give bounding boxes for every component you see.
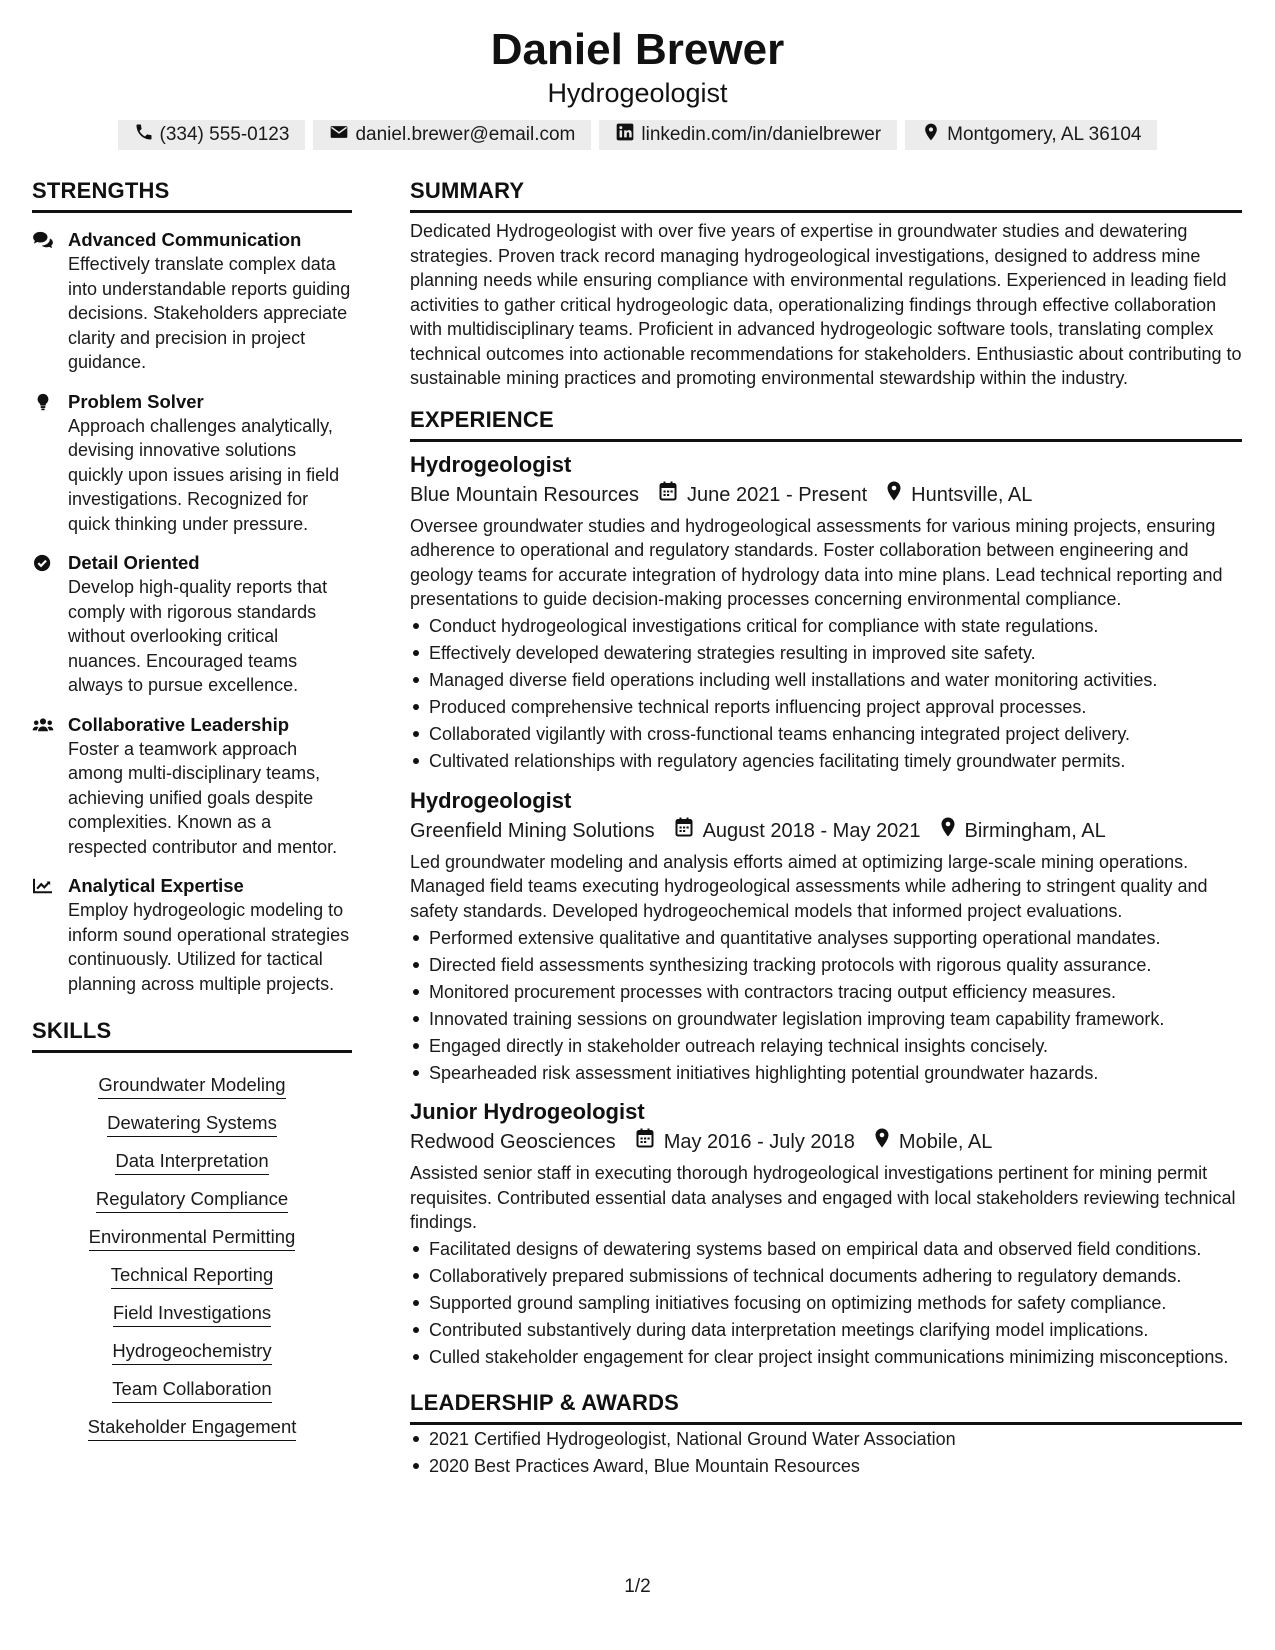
skill-tag: Hydrogeochemistry [112, 1338, 271, 1365]
calendar-icon [655, 816, 703, 846]
job-description: Oversee groundwater studies and hydrogeological assessments for various mining projects, ensuring adherence to operational and regulatory standards. Foster collaboration between engineering and geology teams for accurate integration of hydrology data into mine plans. Lead technical reporting and presentations to guide decision-making processes concerning environmental compliance. [410, 515, 1223, 609]
linkedin-text: linkedin.com/in/danielbrewer [641, 124, 882, 145]
bullet-item: Effectively developed dewatering strategies resulting in improved site safety. [410, 641, 1242, 666]
contact-location [905, 120, 1157, 150]
skill-tag: Dewatering Systems [107, 1110, 277, 1137]
chart-line-icon [32, 874, 56, 996]
bullet-item: Directed field assessments synthesizing tracking protocols with rigorous quality assurance. [410, 953, 1242, 978]
skill-tag: Data Interpretation [115, 1148, 268, 1175]
job-entry [410, 1097, 1242, 1370]
awards-heading: LEADERSHIP & AWARDS [410, 1390, 1242, 1425]
map-pin-icon [921, 122, 941, 148]
bullet-item: Managed diverse field operations including well installations and water monitoring activities. [410, 668, 1242, 693]
skill-tag: Technical Reporting [111, 1262, 273, 1289]
strength-title: Analytical Expertise [68, 875, 244, 896]
phone-icon [134, 122, 154, 148]
linkedin-icon [615, 122, 635, 148]
bullet-item: Performed extensive qualitative and quantitative analyses supporting operational mandates. [410, 926, 1242, 951]
bullet-item: Collaboratively prepared submissions of technical documents adhering to regulatory demands. [410, 1264, 1242, 1289]
job-bullets [410, 926, 1242, 1086]
skill-tag: Stakeholder Engagement [88, 1414, 297, 1441]
bullet-item: Supported ground sampling initiatives focusing on optimizing methods for safety compliance. [410, 1291, 1242, 1316]
skill-tag: Environmental Permitting [89, 1224, 296, 1251]
job-description: Led groundwater modeling and analysis efforts aimed at optimizing large-scale mining operations. Managed field teams executing hydrogeological assessments while adhering to stringent quality and safety standards. Developed hydrogeochemical models that informed project evaluations. [410, 851, 1208, 921]
strengths-heading: STRENGTHS [32, 178, 352, 213]
bullet-item: Spearheaded risk assessment initiatives highlighting potential groundwater hazards. [410, 1061, 1242, 1086]
job-title: Hydrogeologist [410, 451, 572, 477]
company-name: Greenfield Mining Solutions [410, 819, 655, 842]
bullet-item: Facilitated designs of dewatering systems based on empirical data and observed field conditions. [410, 1237, 1242, 1262]
job-dates: August 2018 - May 2021 [702, 819, 921, 842]
strength-item [32, 713, 352, 860]
bullet-item: Culled stakeholder engagement for clear project insight communications minimizing misconceptions. [410, 1345, 1242, 1370]
skills-heading: SKILLS [32, 1018, 352, 1053]
award-item: 2021 Certified Hydrogeologist, National Ground Water Association [410, 1427, 1242, 1452]
bullet-item: Collaborated vigilantly with cross-functional teams enhancing integrated project delivery. [410, 722, 1242, 747]
page-number: 1/2 [624, 1576, 651, 1597]
lightbulb-icon [32, 390, 56, 537]
skill-tag: Regulatory Compliance [96, 1186, 288, 1213]
envelope-icon [329, 122, 349, 148]
company-name: Redwood Geosciences [410, 1131, 616, 1153]
skills-list [32, 1061, 352, 1441]
skill-tag: Team Collaboration [112, 1376, 271, 1403]
strength-item [32, 390, 352, 537]
contact-linkedin[interactable] [599, 120, 897, 150]
bullet-item: Innovated training sessions on groundwater legislation improving team capability framework. [410, 1007, 1242, 1032]
job-meta [410, 1127, 1242, 1157]
email-text: daniel.brewer@email.com [355, 124, 576, 145]
job-bullets [410, 1237, 1242, 1370]
contact-phone[interactable] [118, 120, 306, 150]
bullet-item: Produced comprehensive technical reports influencing project approval processes. [410, 695, 1242, 720]
right-column [410, 178, 1242, 1479]
strength-desc: Foster a teamwork approach among multi-disciplinary teams, achieving unified goals despite complexities. Known as a respected contributor and mentor. [68, 738, 338, 857]
experience-heading: EXPERIENCE [410, 407, 1242, 442]
job-location: Birmingham, AL [964, 819, 1106, 842]
comments-icon [32, 228, 56, 375]
contact-bar [0, 120, 1275, 150]
calendar-icon [639, 480, 687, 510]
users-icon [32, 713, 56, 860]
awards-list [410, 1427, 1242, 1479]
strength-item [32, 228, 352, 375]
strength-title: Problem Solver [68, 390, 204, 412]
map-pin-icon [855, 1127, 899, 1157]
strength-title: Detail Oriented [68, 552, 200, 573]
job-entry [410, 450, 1242, 774]
strength-title: Advanced Communication [68, 229, 302, 250]
job-meta [410, 480, 1242, 510]
bullet-item: Engaged directly in stakeholder outreach relaying technical insights concisely. [410, 1034, 1242, 1059]
strength-item [32, 874, 352, 996]
job-dates: June 2021 - Present [687, 483, 868, 506]
job-meta [410, 816, 1242, 846]
skill-tag: Field Investigations [113, 1300, 271, 1327]
job-bullets [410, 614, 1242, 774]
award-item: 2020 Best Practices Award, Blue Mountain Resources [410, 1454, 1242, 1479]
job-title: Junior Hydrogeologist [410, 1099, 645, 1124]
job-title: Hydrogeologist [410, 787, 572, 813]
strength-desc: Employ hydrogeologic modeling to inform sound operational strategies continuously. Utilized for tactical planning across multiple projects. [68, 900, 350, 994]
strength-title: Collaborative Leadership [68, 713, 290, 735]
contact-email[interactable] [313, 120, 591, 150]
bullet-item: Contributed substantively during data interpretation meetings clarifying model implications. [410, 1318, 1242, 1343]
strength-desc: Develop high-quality reports that comply with rigorous standards without overlooking critical nuances. Encouraged teams always to pursue excellence. [68, 577, 328, 695]
job-description: Assisted senior staff in executing thorough hydrogeological investigations pertinent for mining permit requisites. Contributed essential data analyses and engaged with local stakeholders reviewing technical findings. [410, 1163, 1236, 1232]
candidate-role: Hydrogeologist [547, 78, 728, 108]
strength-item [32, 551, 352, 698]
resume-header [0, 24, 1275, 150]
calendar-icon [616, 1127, 664, 1157]
company-name: Blue Mountain Resources [410, 483, 640, 506]
strength-desc: Approach challenges analytically, devising innovative solutions quickly upon issues arising in field investigations. Recognized for quick thinking under pressure. [68, 415, 340, 534]
bullet-item: Conduct hydrogeological investigations critical for compliance with state regulations. [410, 614, 1242, 639]
strength-desc: Effectively translate complex data into understandable reports guiding decisions. Stakeholders appreciate clarity and precision in project guidance. [68, 254, 351, 372]
summary-heading: SUMMARY [410, 178, 1242, 213]
map-pin-icon [867, 480, 911, 510]
candidate-name: Daniel Brewer [490, 25, 785, 74]
job-location: Mobile, AL [898, 1131, 993, 1153]
left-column [32, 178, 352, 1441]
job-entry [410, 786, 1242, 1086]
check-circle-icon [32, 551, 56, 698]
bullet-item: Cultivated relationships with regulatory agencies facilitating timely groundwater permits. [410, 749, 1242, 774]
summary-text: Dedicated Hydrogeologist with over five years of expertise in groundwater studies and dewatering strategies. Proven track record managing hydrogeological investigations, designed to address mine planning needs while ensuring compliance with environmental regulations. Experienced in leading field activities to gather critical hydrogeologic data, operationalizing findings through effective collaboration with multidisciplinary teams. Proficient in advanced hydrogeologic software tools, translating complex technical outcomes into actionable recommendations for stakeholders. Enthusiastic about contributing to sustainable mining practices and promoting environmental stewardship within the industry. [410, 221, 1242, 388]
job-location: Huntsville, AL [911, 483, 1033, 506]
phone-text: (334) 555-0123 [159, 124, 290, 145]
location-text: Montgomery, AL 36104 [947, 124, 1142, 145]
skill-tag: Groundwater Modeling [98, 1072, 285, 1099]
job-dates: May 2016 - July 2018 [663, 1131, 855, 1153]
map-pin-icon [921, 816, 965, 846]
bullet-item: Monitored procurement processes with contractors tracing output efficiency measures. [410, 980, 1242, 1005]
